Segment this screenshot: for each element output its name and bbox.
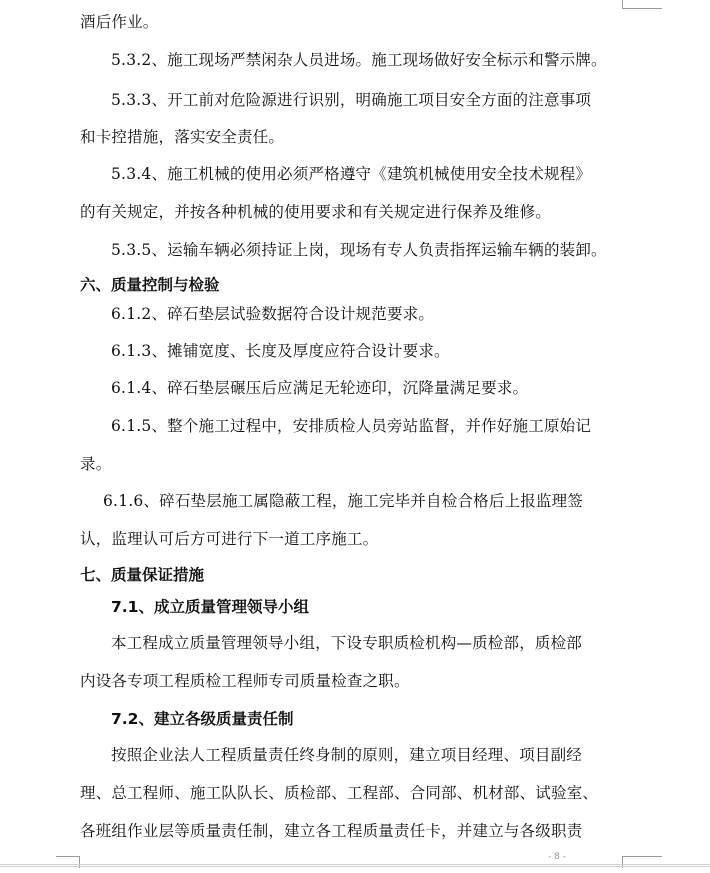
text-line: 按照企业法人工程质量责任终身制的原则，建立项目经理、项目副经 bbox=[111, 746, 583, 764]
text-line: 5.3.3、开工前对危险源进行识别，明确施工项目安全方面的注意事项 bbox=[111, 91, 592, 109]
crop-mark-top-right-h bbox=[622, 8, 662, 9]
subsection-heading: 7.2、建立各级质量责任制 bbox=[111, 710, 294, 728]
section-heading: 七、质量保证措施 bbox=[80, 566, 205, 584]
text-line: 和卡控措施，落实安全责任。 bbox=[80, 128, 285, 146]
subsection-heading: 7.1、成立质量管理领导小组 bbox=[111, 598, 309, 616]
crop-mark-bottom-left-h bbox=[56, 856, 80, 857]
text-line: 酒后作业。 bbox=[80, 13, 159, 31]
text-line: 理、总工程师、施工队队长、质检部、工程部、合同部、机材部、试验室、 bbox=[80, 784, 599, 802]
text-line: 认，监理认可后方可进行下一道工序施工。 bbox=[80, 530, 379, 548]
page-bottom-rule-2 bbox=[0, 866, 710, 867]
text-line: 的有关规定，并按各种机械的使用要求和有关规定进行保养及维修。 bbox=[80, 203, 552, 221]
text-line: 5.3.4、施工机械的使用必须严格遵守《建筑机械使用安全技术规程》 bbox=[111, 165, 592, 183]
crop-mark-top-right-v bbox=[622, 0, 623, 9]
text-line: 5.3.2、施工现场严禁闲杂人员进场。施工现场做好安全标示和警示牌。 bbox=[111, 51, 607, 69]
section-heading: 六、质量控制与检验 bbox=[80, 276, 220, 294]
page-bottom-rule bbox=[0, 864, 710, 865]
text-line: 本工程成立质量管理领导小组，下设专职质检机构—质检部，质检部 bbox=[111, 634, 583, 652]
crop-mark-bottom-right-h bbox=[622, 856, 662, 857]
text-line: 6.1.2、碎石垫层试验数据符合设计规范要求。 bbox=[111, 305, 435, 323]
text-line: 内设各专项工程质检工程师专司质量检查之职。 bbox=[80, 672, 410, 690]
text-line: 6.1.6、碎石垫层施工属隐蔽工程，施工完毕并自检合格后上报监理签 bbox=[103, 492, 584, 510]
text-line: 录。 bbox=[80, 455, 112, 473]
text-line: 各班组作业层等质量责任制，建立各工程质量责任卡，并建立与各级职责 bbox=[80, 822, 583, 840]
page-number: - 8 - bbox=[548, 852, 566, 862]
text-line: 5.3.5、运输车辆必须持证上岗，现场有专人负责指挥运输车辆的装卸。 bbox=[111, 241, 607, 259]
text-line: 6.1.5、整个施工过程中，安排质检人员旁站监督，并作好施工原始记 bbox=[111, 417, 592, 435]
text-line: 6.1.3、摊铺宽度、长度及厚度应符合设计要求。 bbox=[111, 342, 450, 360]
text-line: 6.1.4、碎石垫层碾压后应满足无轮迹印，沉降量满足要求。 bbox=[111, 379, 529, 397]
